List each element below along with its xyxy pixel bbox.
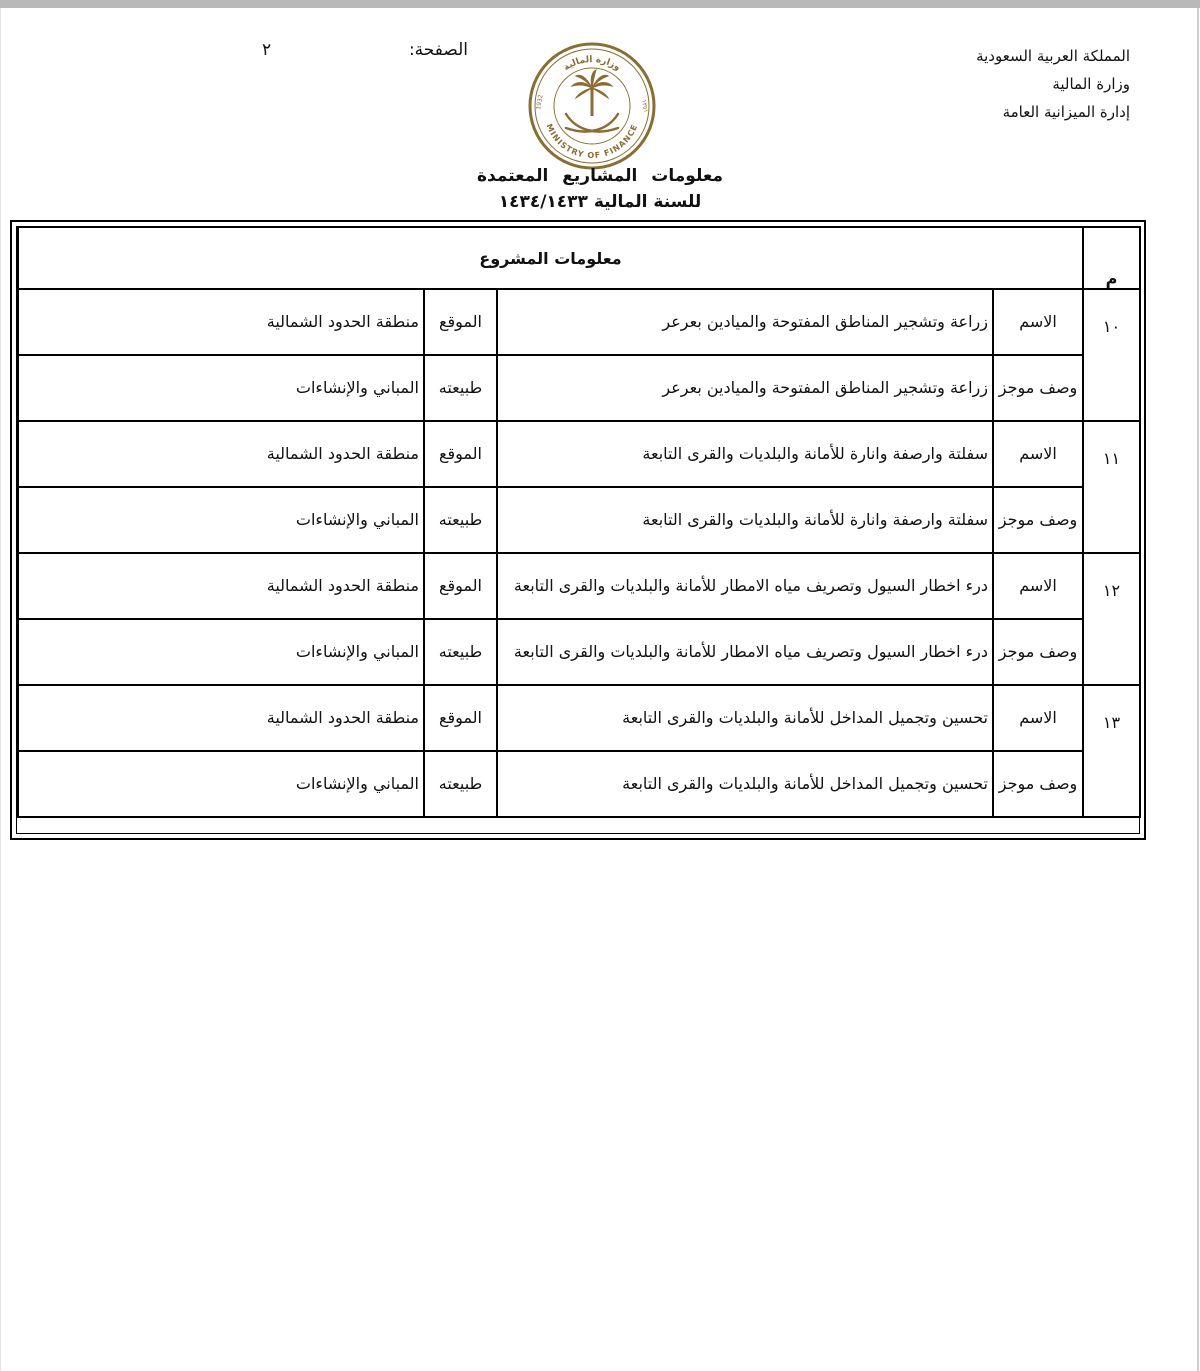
seal-year-hijri: ١٣٥١ [640,99,650,114]
project-number: ١٠ [1083,289,1140,421]
ministry-seal-logo [526,40,658,172]
projects-table [17,226,1141,818]
name-label: الاسم [993,685,1083,751]
description-label: وصف موجز [993,355,1083,421]
nature-label: طبيعته [424,751,497,817]
project-location: منطقة الحدود الشمالية [18,685,424,751]
name-label: الاسم [993,289,1083,355]
document-title-block [380,163,820,215]
document-subtitle: للسنة المالية ١٤٣٤/١٤٣٣ [498,192,702,212]
svg-text:MINISTRY OF FINANCE [544,122,639,160]
project-number: ١٢ [1083,553,1140,685]
org-line-kingdom: المملكة العربية السعودية [976,47,1130,65]
location-label: الموقع [424,553,497,619]
project-description: تحسين وتجميل المداخل للأمانة والبلديات والقرى التابعة [497,751,993,817]
table-row [18,487,1140,553]
project-location: منطقة الحدود الشمالية [18,553,424,619]
location-label: الموقع [424,421,497,487]
org-line-department: إدارة الميزانية العامة [1002,103,1130,121]
project-description: درء اخطار السيول وتصريف مياه الامطار للأمانة والبلديات والقرى التابعة [497,619,993,685]
nature-label: طبيعته [424,487,497,553]
description-label: وصف موجز [993,751,1083,817]
table-row [18,619,1140,685]
table-row [18,751,1140,817]
name-label: الاسم [993,421,1083,487]
project-nature: المباني والإنشاءات [18,355,424,421]
table-row [18,289,1140,355]
table-header-row [18,227,1140,289]
project-number: ١٣ [1083,685,1140,817]
project-nature: المباني والإنشاءات [18,751,424,817]
project-nature: المباني والإنشاءات [18,619,424,685]
description-label: وصف موجز [993,619,1083,685]
project-location: منطقة الحدود الشمالية [18,289,424,355]
project-description: سفلتة وارصفة وانارة للأمانة والبلديات والقرى التابعة [497,487,993,553]
page-label: الصفحة: [408,40,468,60]
description-label: وصف موجز [993,487,1083,553]
viewer-top-bar [0,0,1200,8]
project-name: زراعة وتشجير المناطق المفتوحة والميادين بعرعر [497,289,993,355]
project-nature: المباني والإنشاءات [18,487,424,553]
org-line-ministry: وزارة المالية [1052,75,1130,93]
name-label: الاسم [993,553,1083,619]
svg-text:وزارة المالية [562,55,622,73]
table-row [18,553,1140,619]
nature-label: طبيعته [424,355,497,421]
project-name: سفلتة وارصفة وانارة للأمانة والبلديات والقرى التابعة [497,421,993,487]
header-number: م [1083,227,1140,289]
organization-header [976,42,1130,126]
project-name: تحسين وتجميل المداخل للأمانة والبلديات والقرى التابعة [497,685,993,751]
header-project-info: معلومات المشروع [18,227,1083,289]
document-title: معلومات المشاريع المعتمدة [476,166,723,186]
crossed-swords-icon [566,114,618,132]
project-name: درء اخطار السيول وتصريف مياه الامطار للأمانة والبلديات والقرى التابعة [497,553,993,619]
project-number: ١١ [1083,421,1140,553]
location-label: الموقع [424,289,497,355]
seal-arabic-text: وزارة المالية [561,54,623,74]
palm-tree-icon [572,70,612,116]
nature-label: طبيعته [424,619,497,685]
seal-emblem [526,40,658,172]
page-number: ٢ [262,40,272,60]
location-label: الموقع [424,685,497,751]
project-location: منطقة الحدود الشمالية [18,421,424,487]
seal-year-gregorian: 1932 [535,94,545,111]
seal-english-text: MINISTRY OF FINANCE [544,122,640,161]
table-row [18,355,1140,421]
project-description: زراعة وتشجير المناطق المفتوحة والميادين بعرعر [497,355,993,421]
table-row [18,685,1140,751]
table-row [18,421,1140,487]
